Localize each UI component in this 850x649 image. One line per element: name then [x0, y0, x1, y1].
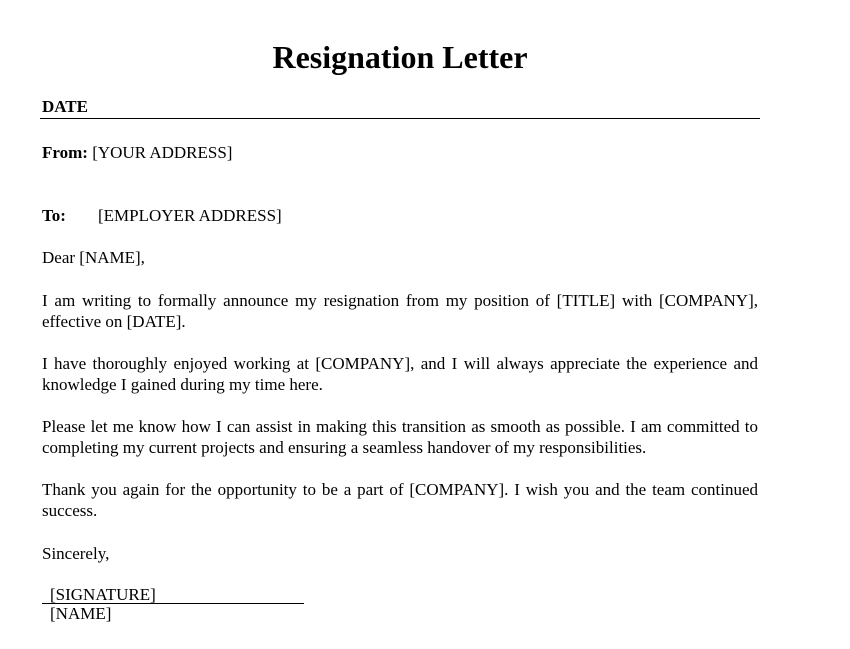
paragraph-transition: Please let me know how I can assist in making this transition as smooth as possible. I am committed to completing my current projects and ensuring a seamless handover of my responsibilities. [42, 417, 758, 457]
date-label: DATE [42, 97, 88, 116]
header-divider [40, 118, 760, 119]
paragraph-thanks: Thank you again for the opportunity to be a part of [COMPANY]. I wish you and the team continued success. [42, 480, 758, 520]
to-line [42, 205, 282, 226]
closing: Sincerely, [42, 544, 110, 563]
to-value: [EMPLOYER ADDRESS] [98, 206, 282, 225]
salutation: Dear [NAME], [42, 248, 145, 267]
from-value: [YOUR ADDRESS] [92, 143, 233, 162]
name-placeholder: [NAME] [50, 604, 112, 623]
page-title: Resignation Letter [272, 39, 528, 75]
signature-placeholder: [SIGNATURE] [50, 585, 156, 604]
from-label: From: [42, 143, 88, 162]
to-label: To: [42, 206, 66, 225]
from-line [42, 142, 232, 163]
paragraph-resignation: I am writing to formally announce my resignation from my position of [TITLE] with [COMPANY], effective on [DATE]. [42, 291, 758, 331]
paragraph-appreciation: I have thoroughly enjoyed working at [COMPANY], and I will always appreciate the experience and knowledge I gained during my time here. [42, 354, 758, 394]
